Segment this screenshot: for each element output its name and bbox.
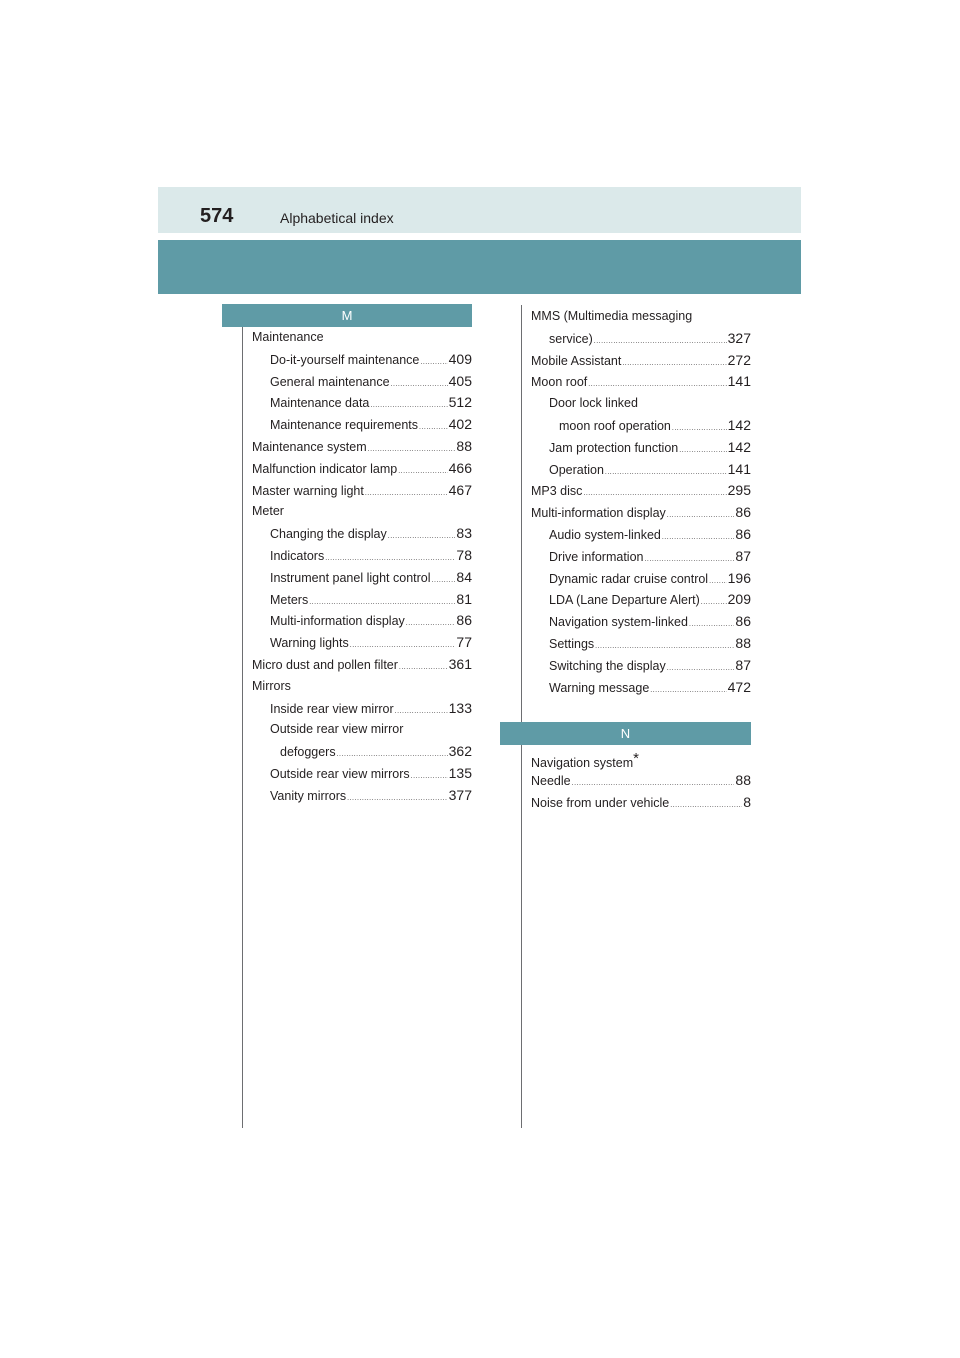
index-entry-page: 81: [456, 590, 472, 607]
index-entry-page: 141: [727, 460, 751, 477]
dot-leader: [670, 795, 742, 817]
dot-leader: [595, 636, 734, 658]
index-entry: [531, 611, 751, 633]
index-entry-label: Drive information: [549, 549, 644, 564]
footnote-star: *: [633, 750, 639, 767]
index-entry: [531, 568, 751, 590]
index-entry-page: 209: [727, 591, 751, 608]
dot-leader: [594, 331, 727, 353]
index-entry: [531, 393, 751, 415]
dot-leader: [662, 527, 735, 549]
dot-leader: [420, 352, 447, 374]
index-entry: [252, 327, 472, 349]
index-entry-page: 405: [448, 372, 472, 389]
index-entry: [252, 480, 472, 502]
dot-leader: [391, 374, 448, 396]
index-entry-label: Multi-information display: [531, 506, 666, 521]
index-entry-page: 8: [743, 793, 751, 810]
index-entry: [252, 632, 472, 654]
dot-leader: [365, 483, 448, 505]
index-entry-page: 87: [735, 547, 751, 564]
index-entry: [531, 655, 751, 677]
index-entry-label: Dynamic radar cruise control: [549, 571, 709, 586]
section-letter-m: M: [222, 304, 472, 327]
index-entry-label: Indicators: [270, 548, 325, 563]
index-entry: [531, 350, 751, 372]
dot-leader: [370, 395, 447, 417]
index-column-left: [252, 327, 472, 807]
header-bar: [158, 187, 801, 233]
index-entry: [531, 748, 751, 770]
dot-leader: [432, 570, 456, 592]
index-entry: [531, 306, 751, 328]
index-entry-label: Warning message: [549, 680, 650, 695]
column-divider-left: [242, 305, 243, 1128]
dot-leader: [583, 483, 726, 505]
index-entry-label: Vanity mirrors: [270, 788, 347, 803]
index-entry: [252, 698, 472, 720]
index-column-right-m: [531, 306, 751, 698]
index-entry: [531, 459, 751, 481]
index-entry: [531, 415, 751, 437]
index-entry-page: 377: [448, 786, 472, 803]
index-entry-page: 86: [735, 504, 751, 521]
dot-leader: [650, 680, 726, 702]
section-letter-n: N: [500, 722, 751, 745]
index-column-right-n: [531, 748, 751, 813]
index-entry-label: Maintenance: [252, 330, 324, 344]
index-entry-page: 272: [727, 351, 751, 368]
index-entry-page: 84: [456, 568, 472, 585]
dot-leader: [419, 417, 448, 439]
index-entry-label: Switching the display: [549, 658, 666, 673]
index-entry-label: Door lock linked: [549, 396, 638, 411]
index-entry-page: 409: [448, 350, 472, 367]
index-entry-label: Jam protection function: [549, 440, 679, 455]
dot-leader: [709, 571, 727, 593]
index-entry-page: 327: [727, 329, 751, 346]
dot-leader: [411, 766, 448, 788]
index-entry-page: 141: [727, 373, 751, 390]
index-entry: [252, 501, 472, 523]
index-entry-label: Navigation system: [531, 756, 634, 770]
index-entry: [531, 770, 751, 792]
index-entry: [252, 785, 472, 807]
index-entry-label: MP3 disc: [531, 484, 583, 499]
index-entry: [531, 480, 751, 502]
index-entry-page: 402: [448, 416, 472, 433]
index-entry-label: Inside rear view mirror: [270, 701, 394, 716]
index-entry: [531, 524, 751, 546]
index-entry-page: 86: [735, 613, 751, 630]
index-entry-label: moon roof operation: [559, 418, 671, 433]
index-entry-label: Operation: [549, 462, 604, 477]
index-entry-page: 196: [727, 569, 751, 586]
index-entry-label: Changing the display: [270, 527, 387, 542]
index-entry: [531, 371, 751, 393]
index-entry-label: Outside rear view mirrors: [270, 766, 410, 781]
dot-leader: [398, 461, 447, 483]
index-entry-label: Meter: [252, 504, 284, 519]
index-entry: [252, 371, 472, 393]
index-entry-label: Instrument panel light control: [270, 570, 431, 585]
dot-leader: [368, 439, 456, 461]
index-entry-label: Maintenance requirements: [270, 418, 418, 433]
decorative-band: [158, 240, 801, 294]
dot-leader: [672, 418, 727, 440]
index-entry-label: Maintenance system: [252, 439, 367, 454]
dot-leader: [325, 548, 455, 570]
index-entry: [252, 545, 472, 567]
index-entry-page: 142: [727, 416, 751, 433]
dot-leader: [644, 549, 734, 571]
index-entry-page: 467: [448, 481, 472, 498]
index-entry-label: Do-it-yourself maintenance: [270, 352, 420, 367]
index-entry: [531, 546, 751, 568]
index-entry-label: Micro dust and pollen filter: [252, 657, 398, 672]
index-entry: [531, 792, 751, 814]
dot-leader: [667, 505, 735, 527]
index-entry: [531, 328, 751, 350]
index-entry-label: Mirrors: [252, 678, 291, 693]
index-entry-page: 133: [448, 699, 472, 716]
index-entry-label: Master warning light: [252, 483, 364, 498]
index-entry-page: 88: [735, 634, 751, 651]
index-entry-page: 142: [727, 438, 751, 455]
dot-leader: [679, 440, 726, 462]
index-entry: [252, 392, 472, 414]
index-entry-label: Moon roof: [531, 375, 588, 390]
dot-leader: [337, 744, 448, 766]
index-entry-page: 86: [456, 612, 472, 629]
index-entry-page: 88: [735, 771, 751, 788]
index-entry-page: 135: [448, 764, 472, 781]
index-entry-page: 77: [456, 634, 472, 651]
index-entry: [252, 436, 472, 458]
index-entry-label: Meters: [270, 592, 309, 607]
index-entry-label: Malfunction indicator lamp: [252, 461, 398, 476]
index-entry: [252, 763, 472, 785]
index-entry-page: 86: [735, 525, 751, 542]
dot-leader: [388, 526, 456, 548]
index-entry-page: 83: [456, 525, 472, 542]
index-entry-label: defoggers: [280, 745, 336, 760]
index-entry-label: Audio system-linked: [549, 527, 661, 542]
dot-leader: [350, 635, 456, 657]
index-entry: [531, 502, 751, 524]
index-entry: [531, 589, 751, 611]
index-entry-label: LDA (Lane Departure Alert): [549, 593, 700, 608]
dot-leader: [689, 614, 734, 636]
index-entry-label: Multi-information display: [270, 614, 405, 629]
index-entry: [252, 676, 472, 698]
index-entry-page: 512: [448, 394, 472, 411]
index-entry-label: Navigation system-linked: [549, 615, 688, 630]
index-entry-page: 78: [456, 546, 472, 563]
index-entry: [252, 589, 472, 611]
index-entry: [252, 610, 472, 632]
index-entry: [252, 719, 472, 741]
dot-leader: [347, 788, 447, 810]
column-divider-right: [521, 305, 522, 1128]
dot-leader: [701, 592, 727, 614]
index-entry-label: MMS (Multimedia messaging: [531, 309, 693, 323]
index-entry-page: 87: [735, 656, 751, 673]
index-entry-label: Settings: [549, 636, 595, 651]
index-entry-label: Noise from under vehicle: [531, 795, 670, 810]
index-entry-label: Outside rear view mirror: [270, 722, 404, 737]
dot-leader: [572, 773, 735, 795]
dot-leader: [605, 462, 727, 484]
dot-leader: [399, 657, 448, 679]
dot-leader: [406, 613, 456, 635]
index-entry-page: 472: [727, 678, 751, 695]
index-entry: [252, 741, 472, 763]
index-entry-page: 361: [448, 655, 472, 672]
index-entry-label: Mobile Assistant: [531, 353, 622, 368]
index-entry-label: Maintenance data: [270, 396, 370, 411]
index-entry-label: Needle: [531, 773, 571, 788]
index-entry-page: 362: [448, 743, 472, 760]
index-entry: [531, 437, 751, 459]
index-entry-page: 295: [727, 482, 751, 499]
page-title: Alphabetical index: [280, 210, 394, 226]
page-number: 574: [200, 205, 234, 227]
dot-leader: [667, 658, 735, 680]
index-entry-label: General maintenance: [270, 374, 390, 389]
index-entry-page: 88: [456, 437, 472, 454]
index-entry: [252, 654, 472, 676]
index-entry: [252, 414, 472, 436]
index-entry: [252, 523, 472, 545]
index-entry: [531, 633, 751, 655]
index-entry-label: Warning lights: [270, 636, 349, 651]
index-entry-page: 466: [448, 459, 472, 476]
index-entry: [252, 458, 472, 480]
index-entry: [531, 677, 751, 699]
dot-leader: [622, 353, 726, 375]
dot-leader: [309, 592, 455, 614]
index-entry-label: service): [549, 331, 593, 346]
index-entry: [252, 567, 472, 589]
index-entry: [252, 349, 472, 371]
